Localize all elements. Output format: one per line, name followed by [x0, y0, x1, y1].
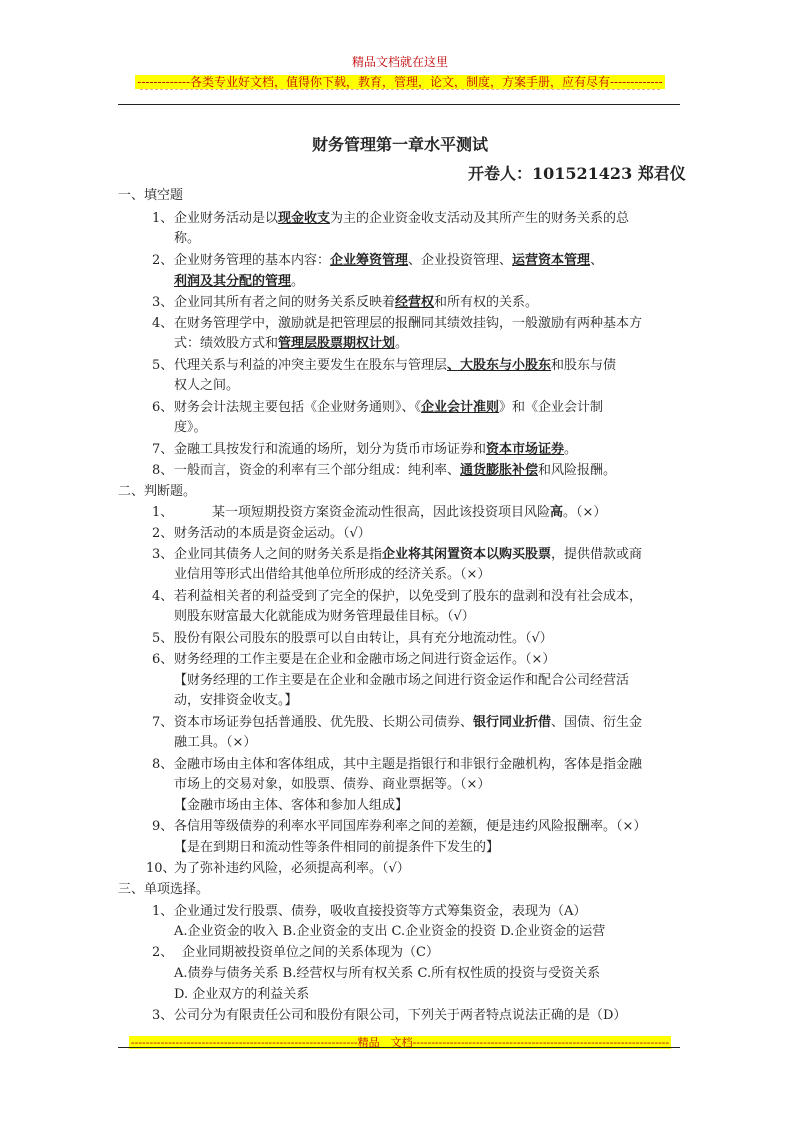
text: 。 — [291, 274, 305, 289]
fill-num-3: 3、 — [152, 295, 174, 310]
choice-q2-options-line2: D. 企业双方的利益关系 — [174, 987, 310, 1002]
header-rule — [118, 104, 680, 105]
choice-q2: 企业同期被投资单位之间的关系体现为（C） — [182, 945, 439, 960]
judge-q8-correction: 【金融市场由主体、客体和参加人组成】 — [174, 798, 409, 813]
judge-num-5: 5、 — [152, 631, 174, 646]
answer: 企业会计准则 — [421, 400, 500, 415]
answer: 管理层股票期权计划 — [278, 336, 396, 351]
fill-q4-line1: 在财务管理学中，激励就是把管理层的报酬同其绩效挂钩，一般激励有两种基本方 — [174, 316, 643, 331]
text: 。 — [395, 336, 409, 351]
text: 、 — [590, 253, 604, 268]
judge-q4-line2: 则股东财富最大化就能成为财务管理最佳目标。（√） — [174, 609, 475, 624]
answer: 现金收支 — [278, 211, 331, 226]
judge-q3-line2: 业信用等形式出借给其他单位所形成的经济关系。（×） — [174, 567, 491, 582]
fill-num-6: 6、 — [152, 400, 174, 415]
footer-rule — [118, 1047, 680, 1048]
judge-num-2: 2、 — [152, 526, 174, 541]
text: 一般而言，资金的利率有三个部分组成：纯利率、 — [174, 463, 461, 478]
text: 某一项短期投资方案资金流动性很高，因此该投资项目风险 — [212, 505, 551, 520]
text: 资本市场证券包括普通股、优先股、长期公司债券、 — [174, 715, 474, 730]
choice-q2-options-line1: A.债券与债务关系 B.经营权与所有权关系 C.所有权性质的投资与受资关系 — [174, 966, 601, 981]
judge-num-1: 1、 — [152, 505, 174, 520]
text: 式：绩效股方式和 — [174, 336, 279, 351]
judge-num-10: 10、 — [146, 861, 176, 876]
text: 、国债、衍生金 — [551, 715, 643, 730]
fill-q6-line1 — [174, 398, 603, 418]
section-fill-heading: 一、填空题 — [118, 188, 184, 203]
text: 和所有权的关系。 — [434, 295, 539, 310]
answer: 通货膨胀补偿 — [460, 463, 539, 478]
judge-q7-line2: 融工具。（×） — [174, 735, 257, 750]
fill-q8 — [174, 461, 616, 481]
judge-q6: 财务经理的工作主要是在企业和金融市场之间进行资金运作。（×） — [174, 652, 556, 667]
judge-num-9: 9、 — [152, 819, 174, 834]
fill-num-2: 2、 — [152, 253, 174, 268]
judge-num-8: 8、 — [152, 757, 174, 772]
text: 代理关系与利益的冲突主要发生在股东与管理层 — [174, 358, 448, 373]
fill-q5-line1 — [174, 356, 616, 376]
judge-num-4: 4、 — [152, 589, 174, 604]
text: 》和《企业会计制 — [499, 400, 604, 415]
answer: 利润及其分配的管理 — [174, 274, 292, 289]
judge-q1 — [212, 503, 606, 523]
text: 和股东与债 — [551, 358, 617, 373]
text: 企业财务活动是以 — [174, 211, 279, 226]
answer: 企业筹资管理 — [330, 253, 409, 268]
judge-q5: 股份有限公司股东的股票可以自由转让，具有充分地流动性。（√） — [174, 631, 553, 646]
fill-q3 — [174, 293, 538, 313]
section-choice-heading: 三、单项选择。 — [118, 882, 210, 897]
fill-q6-line2: 度》。 — [174, 420, 207, 435]
judge-num-6: 6、 — [152, 652, 174, 667]
fill-q1-line1 — [174, 209, 629, 229]
fill-q4-line2 — [174, 334, 408, 354]
choice-num-1: 1、 — [152, 904, 174, 919]
text: 为主的企业资金收支活动及其所产生的财务关系的总 — [330, 211, 630, 226]
answer: 运营资本管理 — [512, 253, 591, 268]
text: ，提供借款或商 — [551, 547, 643, 562]
judge-q4-line1: 若利益相关者的利益受到了完全的保护，以免受到了股东的盘剥和没有社会成本， — [174, 589, 643, 604]
fill-num-1: 1、 — [152, 211, 174, 226]
header-line2-text: -------------各类专业好文档，值得你下载，教育，管理，论文，制度，方案手册，应有尽有------------- — [137, 75, 663, 89]
answer: 、大股东与小股东 — [447, 358, 552, 373]
fill-q7 — [174, 440, 577, 460]
fill-num-7: 7、 — [152, 442, 174, 457]
text: 企业财务管理的基本内容： — [174, 253, 331, 268]
text: 。（×） — [563, 505, 607, 520]
choice-q1: 企业通过发行股票、债券，吸收直接投资等方式筹集资金，表现为（A） — [174, 904, 587, 919]
fill-num-8: 8、 — [152, 463, 174, 478]
text: 和风险报酬。 — [538, 463, 617, 478]
judge-q8-line1: 金融市场由主体和客体组成，其中主题是指银行和非银行金融机构，客体是指金融 — [174, 757, 643, 772]
fill-q2-line1 — [174, 251, 603, 271]
header-line1: 精品文档就在这里 — [351, 55, 448, 69]
page-title: 财务管理第一章水平测试 — [311, 135, 488, 154]
judge-q2: 财务活动的本质是资金运动。（√） — [174, 526, 371, 541]
text: 企业同其债务人之间的财务关系是指 — [174, 547, 383, 562]
text: 财务会计法规主要包括《企业财务通则》、《 — [174, 400, 422, 415]
choice-q1-options: A.企业资金的收入 B.企业资金的支出 C.企业资金的投资 D.企业资金的运营 — [174, 924, 606, 939]
header-dashed-rule — [140, 89, 660, 90]
text: 企业同其所有者之间的财务关系反映着 — [174, 295, 396, 310]
judge-q9-correction: 【是在到期日和流动性等条件相同的前提条件下发生的】 — [174, 840, 500, 855]
section-judge-heading: 二、判断题。 — [118, 484, 197, 499]
judge-q3-line1 — [174, 545, 642, 565]
fill-num-4: 4、 — [152, 316, 174, 331]
emphasis: 企业将其闲置资本以购买股票 — [382, 547, 552, 562]
judge-num-7: 7、 — [152, 715, 174, 730]
emphasis: 高 — [550, 505, 564, 520]
judge-num-3: 3、 — [152, 547, 174, 562]
fill-q5-line2: 权人之间。 — [174, 378, 240, 393]
choice-num-3: 3、 — [152, 1008, 174, 1023]
answer: 资本市场证券 — [486, 442, 565, 457]
judge-q6-correction-line1: 【财务经理的工作主要是在企业和金融市场之间进行资金运作和配合公司经营活 — [174, 673, 630, 688]
judge-q7-line1 — [174, 713, 642, 733]
judge-q10: 为了弥补违约风险，必须提高利率。（√） — [174, 861, 410, 876]
text: 金融工具按发行和流通的场所，划分为货币市场证券和 — [174, 442, 487, 457]
judge-q9: 各信用等级债券的利率水平同国库券利率之间的差额，便是违约风险报酬率。（×） — [174, 819, 647, 834]
choice-q3: 公司分为有限责任公司和股份有限公司，下列关于两者特点说法正确的是（D） — [174, 1008, 627, 1023]
fill-num-5: 5、 — [152, 358, 174, 373]
text: 、企业投资管理、 — [408, 253, 513, 268]
judge-q8-line2: 市场上的交易对象，如股票、债券、商业票据等。（×） — [174, 777, 491, 792]
fill-q2-line2 — [174, 272, 304, 292]
header-line2 — [0, 71, 800, 90]
fill-q1-line2: 称。 — [174, 231, 201, 246]
emphasis: 银行同业折借 — [473, 715, 552, 730]
judge-q6-correction-line2: 动，安排资金收支。】 — [174, 693, 298, 708]
choice-num-2: 2、 — [152, 945, 174, 960]
answer: 经营权 — [395, 295, 435, 310]
text: 。 — [564, 442, 578, 457]
footer-text: -------------------------------------------------------------精品 文档--------------------------------------------------------------------- — [130, 1036, 670, 1049]
author: 开卷人：101521423 郑君仪 — [468, 164, 686, 183]
